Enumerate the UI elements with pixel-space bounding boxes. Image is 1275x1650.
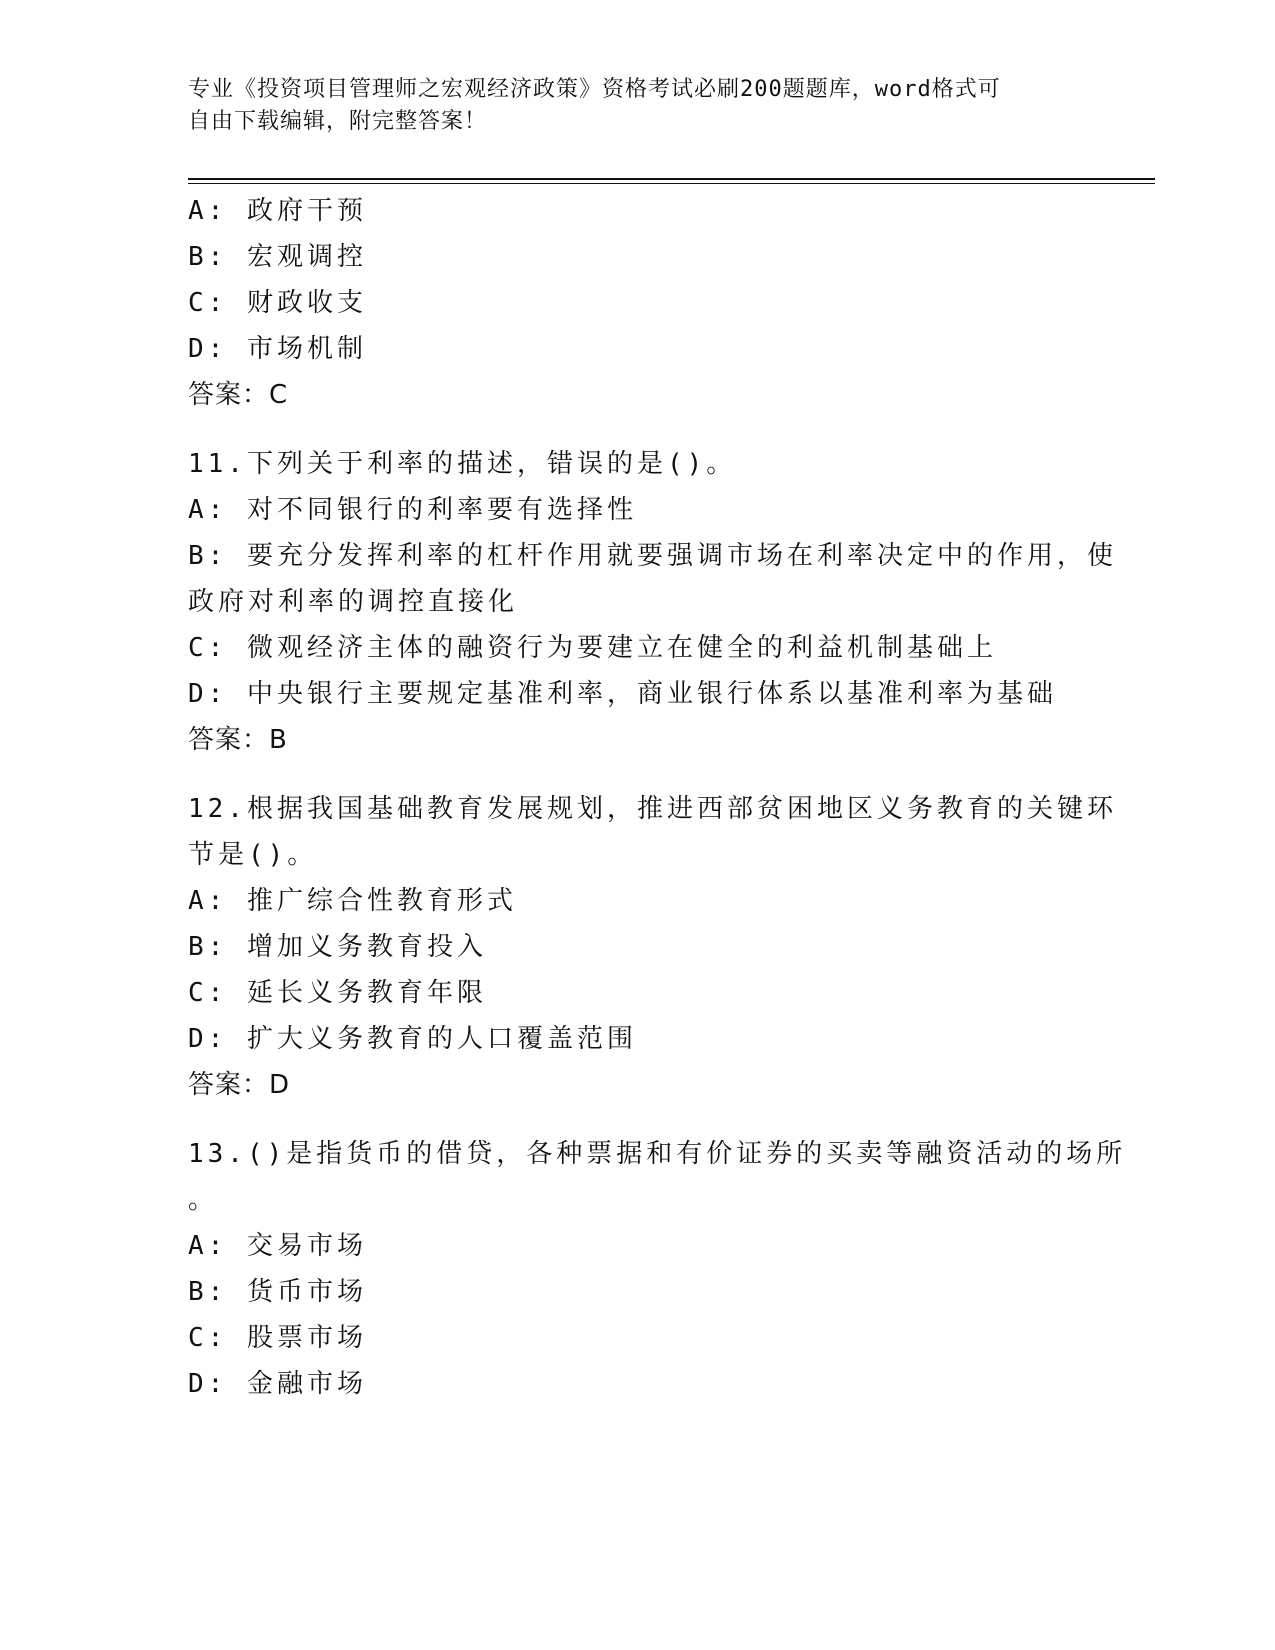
question-12-block bbox=[188, 786, 1117, 1108]
option-a: A: 对不同银行的利率要有选择性 bbox=[188, 495, 637, 525]
header-rule-thin bbox=[188, 183, 1155, 184]
option-b: B: 宏观调控 bbox=[188, 242, 367, 272]
option-b: B: 增加义务教育投入 bbox=[188, 932, 487, 962]
option-b: B: 货币市场 bbox=[188, 1277, 367, 1307]
question-13-block bbox=[188, 1131, 1127, 1407]
option-a: A: 交易市场 bbox=[188, 1231, 367, 1261]
header-title-line-1: 专业《投资项目管理师之宏观经济政策》资格考试必刷200题题库，word格式可 bbox=[188, 77, 1001, 102]
question-text: 11.下列关于利率的描述，错误的是()。 bbox=[188, 449, 737, 479]
option-c: C: 微观经济主体的融资行为要建立在健全的利益机制基础上 bbox=[188, 633, 997, 663]
answer-line: 答案：D bbox=[188, 1070, 291, 1100]
option-d: D: 扩大义务教育的人口覆盖范围 bbox=[188, 1024, 637, 1054]
header-rule-thick bbox=[188, 178, 1155, 180]
option-c: C: 财政收支 bbox=[188, 288, 367, 318]
question-text-line-1: 13.()是指货币的借贷，各种票据和有价证券的买卖等融资活动的场所 bbox=[188, 1139, 1127, 1169]
question-text-line-2: 。 bbox=[188, 1185, 219, 1215]
option-a: A: 推广综合性教育形式 bbox=[188, 886, 517, 916]
answer-line: 答案：B bbox=[188, 725, 288, 755]
option-b-line-2: 政府对利率的调控直接化 bbox=[188, 587, 519, 617]
question-list bbox=[188, 188, 1127, 1407]
option-c: C: 股票市场 bbox=[188, 1323, 367, 1353]
option-b-line-1: B: 要充分发挥利率的杠杆作用就要强调市场在利率决定中的作用，使 bbox=[188, 541, 1117, 571]
question-10-block bbox=[188, 188, 1088, 418]
option-d: D: 市场机制 bbox=[188, 334, 367, 364]
option-d: D: 金融市场 bbox=[188, 1369, 367, 1399]
header-title-line-2: 自由下载编辑，附完整答案！ bbox=[188, 109, 488, 134]
answer-line: 答案：C bbox=[188, 380, 289, 410]
question-text-line-2: 节是()。 bbox=[188, 840, 318, 870]
question-11-block bbox=[188, 441, 1117, 763]
question-text-line-1: 12.根据我国基础教育发展规划，推进西部贫困地区义务教育的关键环 bbox=[188, 794, 1117, 824]
option-a: A: 政府干预 bbox=[188, 196, 367, 226]
option-d: D: 中央银行主要规定基准利率，商业银行体系以基准利率为基础 bbox=[188, 679, 1057, 709]
option-c: C: 延长义务教育年限 bbox=[188, 978, 487, 1008]
document-header bbox=[188, 74, 1078, 138]
